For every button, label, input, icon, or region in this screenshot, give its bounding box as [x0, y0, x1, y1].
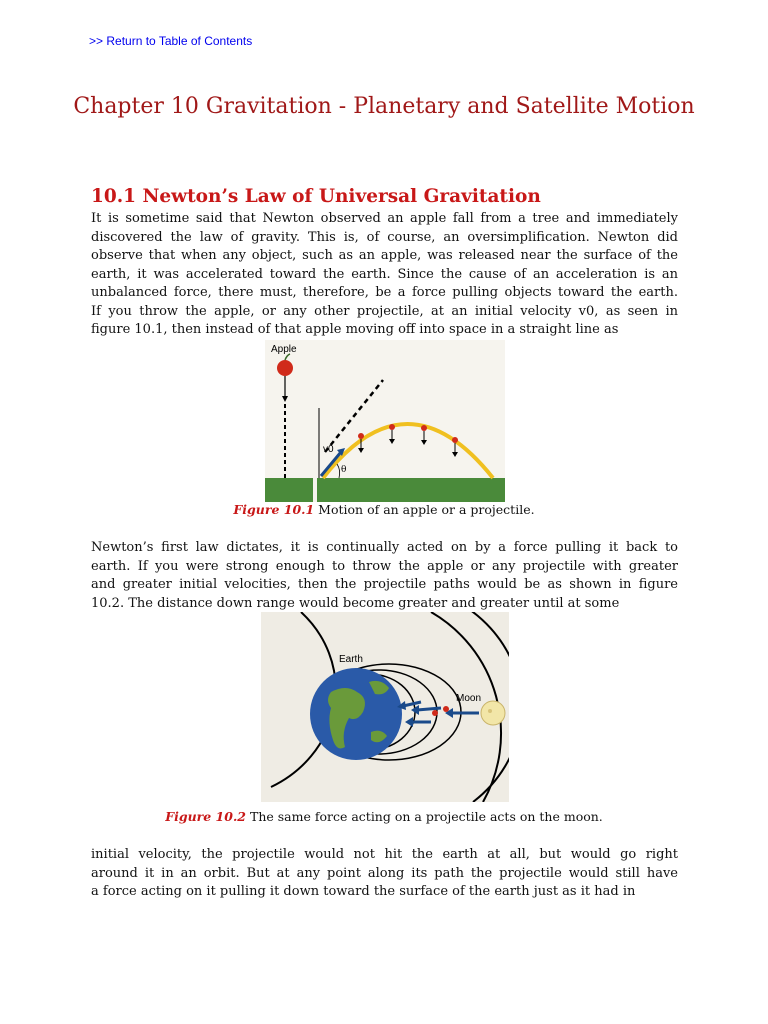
figure-10-2 — [261, 612, 509, 802]
moon-icon — [481, 701, 505, 725]
orbit-diagram — [261, 612, 509, 802]
chapter-title: Chapter 10 Gravitation - Planetary and Satellite Motion — [73, 94, 695, 119]
projectile-diagram — [265, 340, 505, 502]
text-line: observe that when any object, such as an apple, was released near the surface of the — [91, 248, 678, 263]
text-line: If you throw the apple, or any other projectile, at an initial velocity v0, as seen in — [91, 303, 678, 319]
text-line: figure 10.1, then instead of that apple moving off into space in a straight line as — [91, 322, 619, 337]
apple-label: Apple — [271, 344, 297, 355]
caption-text: The same force acting on a projectile acts on the moon. — [246, 809, 603, 824]
paragraph-3 — [91, 846, 678, 902]
caption-text: Motion of an apple or a projectile. — [314, 502, 535, 517]
text-line: initial velocity, the projectile would not hit the earth at all, but would go right — [91, 847, 678, 862]
figure-label: Figure 10.1 — [233, 502, 315, 517]
theta-label: θ — [341, 465, 347, 475]
text-line: a force acting on it pulling it down toward the surface of the earth just as it had in — [91, 884, 636, 899]
text-line: unbalanced force, there must, therefore, be a force pulling objects toward the earth. — [91, 285, 678, 300]
return-to-toc-link[interactable]: >> Return to Table of Contents — [89, 34, 253, 48]
v0-label: v0 — [323, 444, 334, 455]
figure-10-1 — [265, 340, 505, 502]
moon-label: Moon — [456, 693, 482, 704]
text-line: earth, it was accelerated toward the earth. Since the cause of an acceleration is an — [91, 266, 678, 282]
ground-right — [317, 478, 505, 502]
projectile-marker — [443, 706, 449, 712]
text-line: Newton’s first law dictates, it is continually acted on by a force pulling it back to — [91, 540, 678, 555]
paragraph-1 — [91, 210, 678, 340]
text-line: and greater initial velocities, then the projectile paths would be as shown in figure — [91, 577, 678, 592]
ground-left — [265, 478, 313, 502]
figure-label: Figure 10.2 — [165, 809, 247, 824]
text-line: earth. If you were strong enough to throw the apple or any projectile with greater — [91, 558, 678, 574]
earth-icon — [310, 668, 402, 760]
figure-10-1-caption — [0, 502, 768, 517]
text-line: 10.2. The distance down range would become greater and greater until at some — [91, 595, 620, 611]
text-line: It is sometime said that Newton observed an apple fall from a tree and immediately — [91, 211, 678, 226]
projectile-marker — [432, 710, 438, 716]
section-title: 10.1 Newton’s Law of Universal Gravitation — [91, 186, 541, 207]
text-line: around it in an orbit. But at any point along its path the projectile would still have — [91, 865, 678, 881]
paragraph-2 — [91, 539, 678, 613]
figure-10-2-caption — [0, 809, 768, 824]
text-line: discovered the law of gravity. This is, of course, an oversimplification. Newton did — [91, 229, 678, 245]
earth-label: Earth — [339, 654, 363, 665]
